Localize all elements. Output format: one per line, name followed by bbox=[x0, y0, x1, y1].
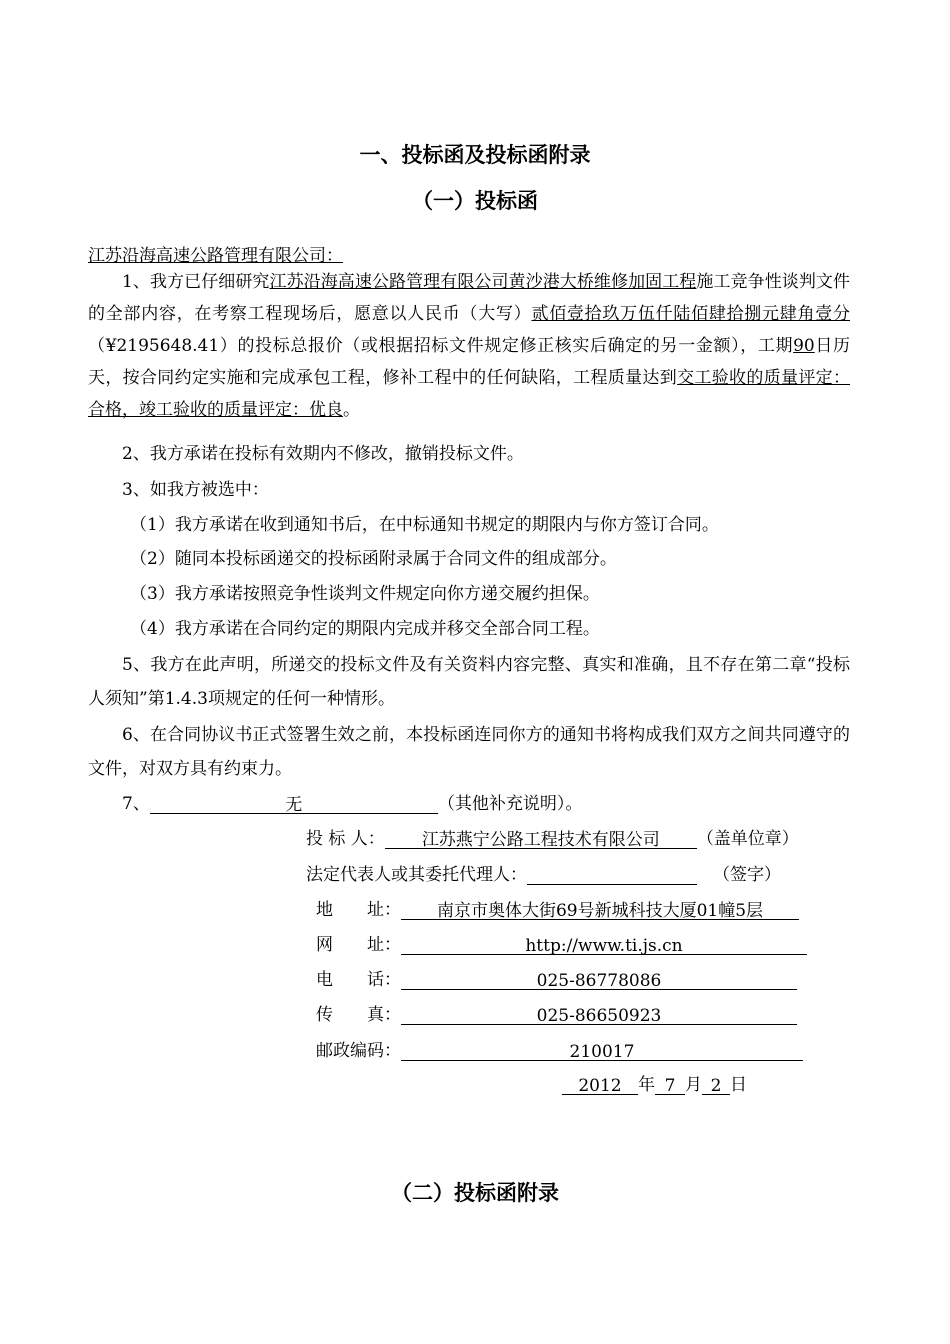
representative-line: 法定代表人或其委托代理人： （签字） bbox=[306, 865, 781, 885]
paragraph-7: 7、 无 （其他补充说明）。 bbox=[122, 794, 583, 815]
address-value: 南京市奥体大街69号新城科技大厦01幢5层 bbox=[401, 901, 799, 920]
date-day: 2 bbox=[702, 1076, 730, 1095]
paragraph-5: 5、我方在此声明，所递交的投标文件及有关资料内容完整、真实和准确，且不存在第二章“投标人须知”第1.4.3项规定的任何一种情形。 bbox=[88, 655, 850, 709]
postcode-value: 210017 bbox=[401, 1042, 803, 1061]
recipient: 江苏沿海高速公路管理有限公司： bbox=[88, 246, 343, 266]
paragraph-3: 3、如我方被选中： bbox=[122, 480, 269, 500]
phone-line: 电 话： 025-86778086 bbox=[316, 970, 797, 990]
date-month: 7 bbox=[655, 1076, 685, 1095]
bidder-line: 投 标 人： 江苏燕宁公路工程技术有限公司 （盖单位章） bbox=[306, 829, 799, 850]
paragraph-3-4: （4）我方承诺在合同约定的期限内完成并移交全部合同工程。 bbox=[130, 619, 600, 639]
sub-title: （一）投标函 bbox=[412, 188, 538, 213]
website-line: 网 址： http://www.ti.js.cn bbox=[316, 935, 807, 955]
other-notes-field: 无 bbox=[150, 795, 438, 814]
paragraph-1: 1、我方已仔细研究江苏沿海高速公路管理有限公司黄沙港大桥维修加固工程施工竞争性谈判文件的全部内容，在考察工程现场后，愿意以人民币（大写）贰佰壹拾玖万伍仟陆佰肆拾捌元肆角壹分（¥2195648.41）的投标总报价（或根据招标文件规定修正核实后确定的另一金额），工期90日历天，按合同约定实施和完成承包工程，修补工程中的任何缺陷，工程质量达到交工验收的质量评定：合格，竣工验收的质量评定：优良。 bbox=[88, 272, 851, 420]
address-line: 地 址： 南京市奥体大街69号新城科技大厦01幢5层 bbox=[316, 900, 799, 920]
paragraph-3-3: （3）我方承诺按照竞争性谈判文件规定向你方递交履约担保。 bbox=[130, 584, 600, 604]
website-value: http://www.ti.js.cn bbox=[401, 936, 807, 955]
quality-standard: 交工验收的质量评定：合格，竣工验收的质量评定：优良 bbox=[88, 368, 851, 420]
fax-value: 025-86650923 bbox=[401, 1006, 797, 1025]
project-name: 江苏沿海高速公路管理有限公司黄沙港大桥维修加固工程 bbox=[269, 272, 697, 292]
paragraph-2: 2、我方承诺在投标有效期内不修改，撤销投标文件。 bbox=[122, 444, 524, 464]
postcode-line: 邮政编码： 210017 bbox=[316, 1041, 803, 1061]
fax-line: 传 真： 025-86650923 bbox=[316, 1005, 797, 1025]
paragraph-6: 6、在合同协议书正式签署生效之前，本投标函连同你方的通知书将构成我们双方之间共同遵守的文件，对双方具有约束力。 bbox=[88, 725, 850, 779]
date-year: 2012 bbox=[562, 1076, 638, 1095]
date-line: 2012 年 7 月 2 日 bbox=[562, 1075, 747, 1095]
paragraph-3-1: （1）我方承诺在收到通知书后，在中标通知书规定的期限内与你方签订合同。 bbox=[130, 515, 719, 535]
bidder-name: 江苏燕宁公路工程技术有限公司 bbox=[385, 830, 697, 849]
duration-days: 90 bbox=[793, 336, 815, 356]
annex-title: （二）投标函附录 bbox=[391, 1180, 559, 1205]
paragraph-3-2: （2）随同本投标函递交的投标函附录属于合同文件的组成部分。 bbox=[130, 549, 617, 569]
main-title: 一、投标函及投标函附录 bbox=[359, 142, 591, 167]
phone-value: 025-86778086 bbox=[401, 971, 797, 990]
amount-in-words: 贰佰壹拾玖万伍仟陆佰肆拾捌元肆角壹分 bbox=[531, 304, 851, 324]
signature-field bbox=[527, 866, 697, 885]
